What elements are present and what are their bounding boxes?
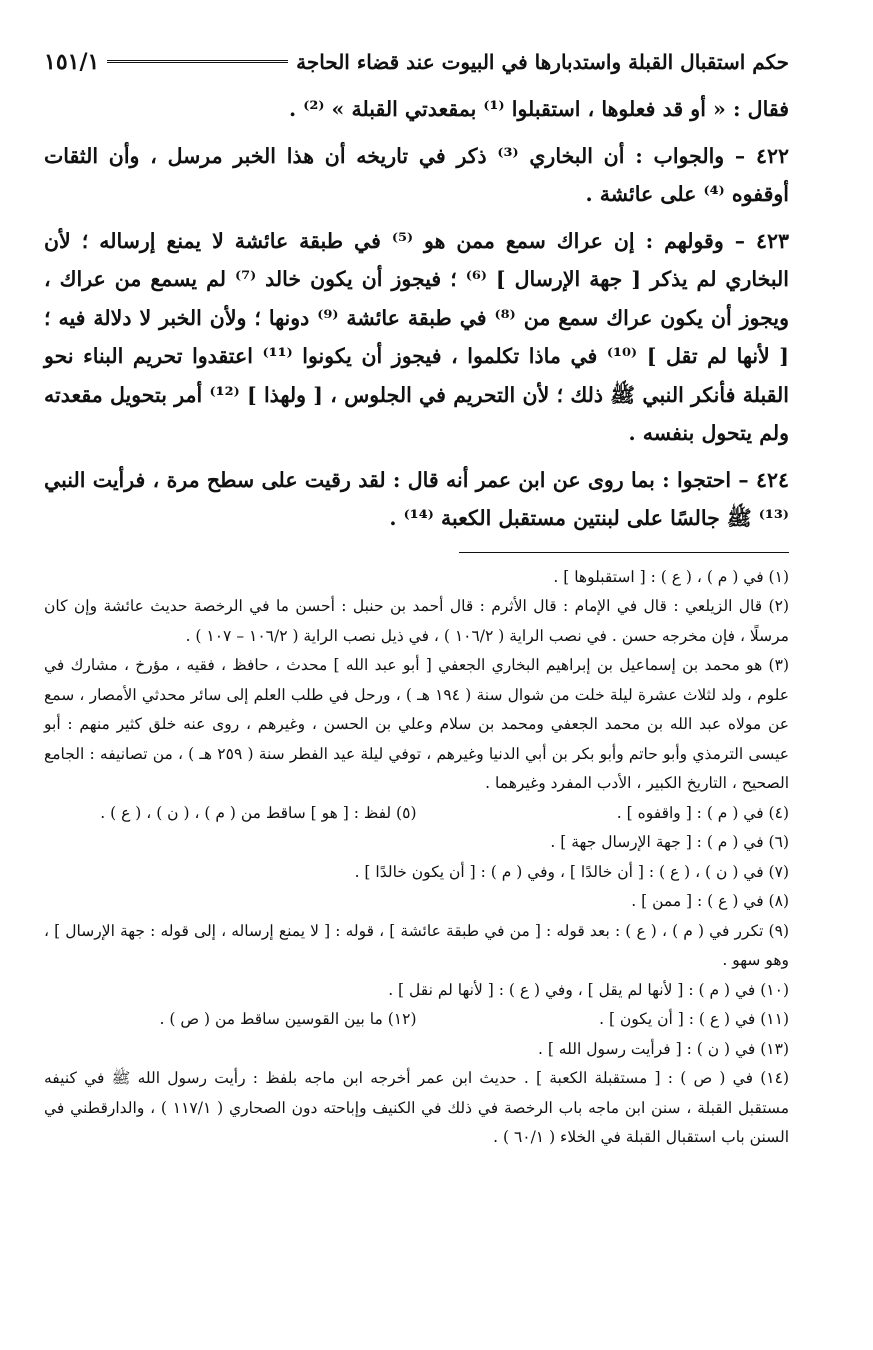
footnotes: [44, 563, 789, 1153]
header-title: حكم استقبال القبلة واستدبارها في البيوت عند قضاء الحاجة: [296, 50, 789, 74]
paragraph-424: ٤٢٤ – احتجوا : بما روى عن ابن عمر أنه قال : لقد رقيت على سطح مرة ، فرأيت النبي ⁽¹³⁾ ﷺ جالسًا على لبنتين مستقبل الكعبة ⁽¹⁴⁾ .: [44, 467, 789, 530]
footnote-11: (١١) في ( ع ) : [ أن يكون ] .: [599, 1010, 789, 1028]
footnote-3: (٣) هو محمد بن إسماعيل بن إبراهيم البخاري الجعفي [ أبو عبد الله ] محدث ، حافظ ، فقيه ، مؤرخ ، مشارك في علوم ، ولد لثلاث عشرة ليلة خلت من شوال سنة ( ١٩٤ هـ ) ، ورحل في طلب العلم إلى سائر محدثي الأمصار ، سمع عن مولاه عبد الله بن محمد الجعفي ومحمد بن سلام وعلي بن الحسن ، وغيرهم ، روى عنه خلق كثير منهم : أبو عيسى الترمذي وأبو حاتم وأبو بكر بن أبي الدنيا وغيرهم ، توفي ليلة عيد الفطر سنة ( ٢٥٩ هـ ) ، من تصانيفه : الجامع الصحيح ، التاريخ الكبير ، الأدب المفرد وغيرهما .: [44, 656, 789, 792]
paragraph-422: ٤٢٢ – والجواب : أن البخاري ⁽³⁾ ذكر في تاريخه أن هذا الخبر مرسل ، وأن الثقات أوقفوه ⁽⁴⁾ على عائشة .: [44, 143, 789, 206]
footnote-6: (٦) في ( م ) : [ جهة الإرسال جهة ] .: [550, 833, 789, 851]
footnote-13: (١٣) في ( ن ) : [ فرأيت رسول الله ] .: [537, 1039, 789, 1058]
footnote-divider: [459, 552, 789, 553]
footnote-7: (٧) في ( ن ) ، ( ع ) : [ أن خالدًا ] ، وفي ( م ) : [ أن يكون خالدًا ] .: [354, 862, 789, 881]
footnote-row-4-5: [44, 799, 789, 829]
running-header: [44, 40, 789, 84]
book-page: [44, 40, 789, 1330]
main-text: [44, 90, 789, 538]
footnote-4: (٤) في ( م ) : [ واقفوه ] .: [616, 803, 789, 822]
header-rule: [107, 60, 288, 65]
footnote-8: (٨) في ( ع ) : [ ممن ] .: [631, 892, 789, 910]
footnote-5: (٥) لفظ : [ هو ] ساقط من ( م ) ، ( ن ) ، ( ع ) .: [100, 803, 417, 822]
page-number: ١٥١/١: [44, 49, 100, 75]
paragraph-423: ٤٢٣ – وقولهم : إن عراك سمع ممن هو ⁽⁵⁾ في طبقة عائشة لا يمنع إرساله ؛ لأن البخاري لم يذكر [ جهة الإرسال ] ⁽⁶⁾ ؛ فيجوز أن يكون خالد ⁽⁷⁾ لم يسمع من عراك ، ويجوز أن يكون عراك سمع من ⁽⁸⁾ في طبقة عائشة ⁽⁹⁾ دونها ؛ ولأن الخبر لا دلالة فيه ؛ [ لأنها لم تقل ] ⁽¹⁰⁾ في ماذا تكلموا ، فيجوز أن يكونوا ⁽¹¹⁾ اعتقدوا تحريم البناء نحو القبلة فأنكر النبي ﷺ ذلك ؛ لأن التحريم في الجلوس ، [ ولهذا ] ⁽¹²⁾ أمر بتحويل مقعدته ولم يتحول بنفسه .: [44, 228, 789, 445]
footnote-9: (٩) تكرر في ( م ) ، ( ع ) : بعد قوله : [ من في طبقة عائشة ] ، قوله : [ لا يمنع إرساله ، إلى قوله : جهة الإرسال ] ، وهو سهو .: [44, 921, 789, 969]
footnote-10: (١٠) في ( م ) : [ لأنها لم يقل ] ، وفي ( ع ) : [ لأنها لم نقل ] .: [388, 980, 789, 999]
footnote-1: (١) في ( م ) ، ( ع ) : [ استقبلوها ] .: [553, 567, 789, 586]
paragraph-intro: فقال : « أو قد فعلوها ، استقبلوا ⁽¹⁾ بمقعدتي القبلة » ⁽²⁾ .: [288, 97, 789, 121]
footnote-2: (٢) قال الزيلعي : قال في الإمام : قال الأثرم : قال أحمد بن حنبل : أحسن ما في الرخصة حديث عائشة وإن كان مرسلًا ، فإن مخرجه حسن . في نصب الراية ( ١٠٦/٢ ) ، في ذيل نصب الراية ( ١٠٦/٢ – ١٠٧ ) .: [44, 597, 789, 645]
footnote-row-11-12: [44, 1005, 789, 1035]
footnote-12: (١٢) ما بين القوسين ساقط من ( ص ) .: [159, 1010, 417, 1028]
footnote-14: (١٤) في ( ص ) : [ مستقبلة الكعبة ] . حديث ابن عمر أخرجه ابن ماجه بلفظ : رأيت رسول الله ﷺ في كنيفه مستقبل القبلة ، سنن ابن ماجه باب الرخصة في ذلك في الكنيف وإباحته دون الصحاري ( ١١٧/١ ) ، والدارقطني في السنن باب استقبال القبلة في الخلاء ( ٦٠/١ ) .: [44, 1069, 790, 1146]
